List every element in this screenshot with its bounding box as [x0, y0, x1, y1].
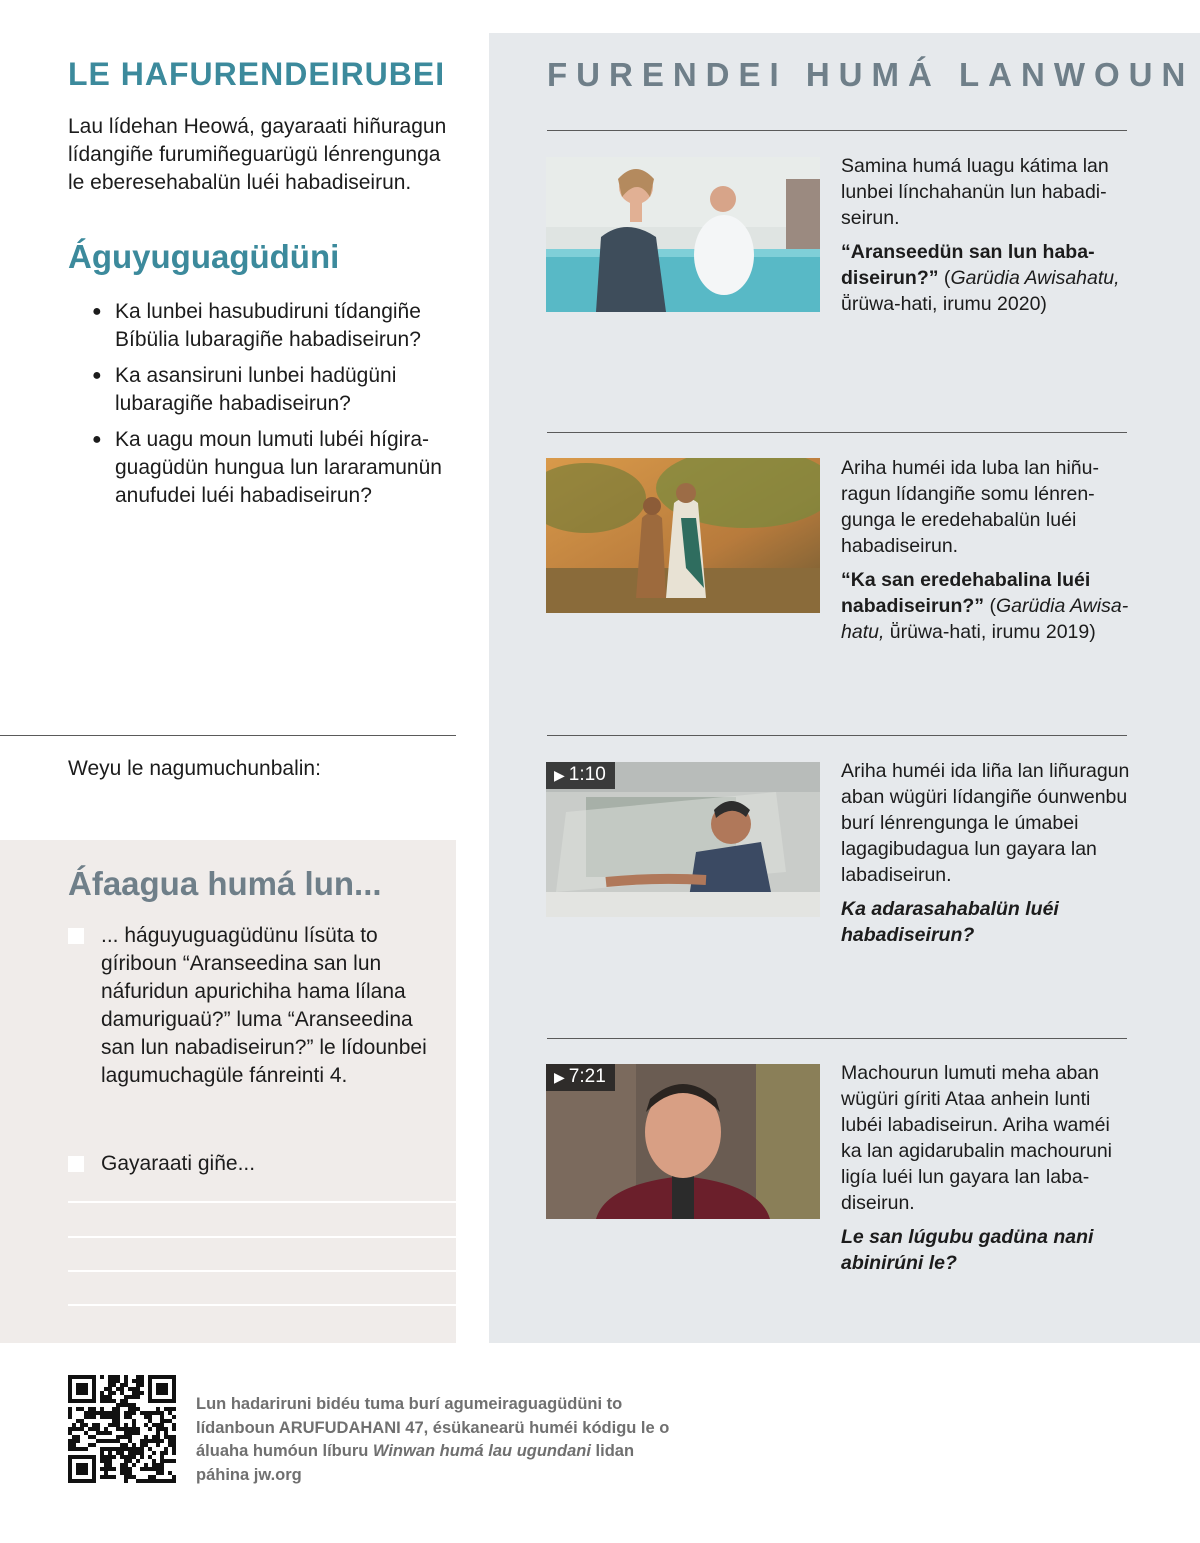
divider	[547, 130, 1127, 131]
questions-heading: Águyuguagüdüni	[68, 238, 340, 275]
goal-item: Gayaraati giñe...	[68, 1150, 438, 1178]
article-reference[interactable]: “Aranseedün san lun habadiseirun?” (Garüdia Awisahatu, ṻrüwa-hati, irumu 2020)	[841, 241, 1120, 315]
question-list	[92, 298, 462, 518]
divider	[0, 735, 456, 736]
video-title[interactable]: Le san lúgubu gadüna nani abinirúni le?	[841, 1226, 1094, 1274]
question-item: ● Ka asansiruni lunbei hadügüni lubaragiñe habadiseirun?	[92, 364, 397, 415]
divider	[547, 432, 1127, 433]
jesus-painting	[546, 458, 820, 613]
baptism-photo	[546, 157, 820, 312]
play-icon: ▶	[554, 1069, 565, 1085]
play-icon: ▶	[554, 767, 565, 783]
resource-text: Machourun lumuti meha aban wügüri gíriti Ataa anhein lunti lubéi labadiseirun. Ariha waméi ka lan agidarubalin machouruni ligía luéi lun gayara lan labadiseirun. Le san lúgubu gadüna nani abinirúni le?	[841, 1060, 1131, 1284]
intro-text: Lau lídehan Heowá, gayaraati hiñuragun lídangiñe furumiñeguarügü lénrengunga le eberesehabalün luéi habadiseirun.	[68, 115, 447, 194]
resource-text: Ariha huméi ida liña lan liñuragun aban wügüri lídangiñe óunwenbu burí lénrengunga le úmabei lagagibudagua lun gayara lan labadiseirun. Ka adarasahabalün luéi habadiseirun?	[841, 760, 1130, 946]
bullet-icon: ●	[92, 303, 102, 320]
question-item: ● Ka uagu moun lumuti lubéi hígiraguagüdün hungua lun lararamunün anufudei luéi habadiseirun?	[92, 428, 442, 507]
smiling-man-video[interactable]	[546, 1064, 820, 1219]
video-duration-badge: ▶ 1:10	[546, 762, 615, 789]
write-line[interactable]	[68, 1304, 456, 1306]
question-item: ● Ka lunbei hasubudiruni tídangiñe Bíbülia lubaragiñe habadiseirun?	[92, 300, 421, 351]
video-title[interactable]: Ka adarasahabalün luéi habadiseirun?	[841, 898, 1059, 946]
article-reference[interactable]: “Ka san eredehabalina luéi nabadiseirun?” (Garüdia Awisahatu, ṻrüwa-hati, irumu 2019)	[841, 569, 1129, 643]
goal-heading: Áfaagua humá lun...	[68, 865, 382, 902]
resource-text: Samina humá luagu kátima lan lunbei línchahanün lun habadiseirun. “Aranseedün san lun habadiseirun?” (Garüdia Awisahatu, ṻrüwa-hati, irumu 2020)	[841, 153, 1131, 325]
video-duration-badge: ▶ 7:21	[546, 1064, 615, 1091]
goal-box	[0, 840, 456, 1343]
resources-heading: FURENDEI HUMÁ LANWOUN	[547, 56, 1195, 93]
write-line[interactable]	[68, 1201, 456, 1203]
write-line[interactable]	[68, 1236, 456, 1238]
resource-text: Ariha huméi ida luba lan hiñuragun lídangiñe somu lénrengunga le eredehabalün luéi habadiseirun. “Ka san eredehabalina luéi nabadiseirun?” (Garüdia Awisahatu, ṻrüwa-hati, irumu 2019)	[841, 455, 1131, 653]
bullet-icon: ●	[92, 431, 102, 448]
divider	[547, 1038, 1127, 1039]
bullet-icon: ●	[92, 367, 102, 384]
notes-label: Weyu le nagumuchunbalin:	[68, 757, 321, 780]
divider	[547, 735, 1127, 736]
page-title: LE HAFURENDEIRUBEI	[68, 56, 446, 92]
car-driver-video[interactable]	[546, 762, 820, 917]
goal-item: ... háguyuguagüdünu lísüta to gíriboun “Aranseedina san lun náfuridun apurichiha hama lílana damuriguaü?” luma “Aranseedina san lun nabadiseirun?” le lídounbei lagumuchagüle fánreinti 4.	[68, 922, 438, 1090]
qr-code-icon[interactable]	[68, 1375, 176, 1483]
checkbox[interactable]	[68, 928, 84, 944]
footer-text: Lun hadariruni bidéu tuma burí agumeiraguagüdüni to lídanboun ARUFUDAHANI 47, ésükanearü huméi kódigu le o áluaha humóun líburu Winwan humá lau ugundani lidan páhina jw.org	[196, 1395, 670, 1484]
write-line[interactable]	[68, 1270, 456, 1272]
checkbox[interactable]	[68, 1156, 84, 1172]
